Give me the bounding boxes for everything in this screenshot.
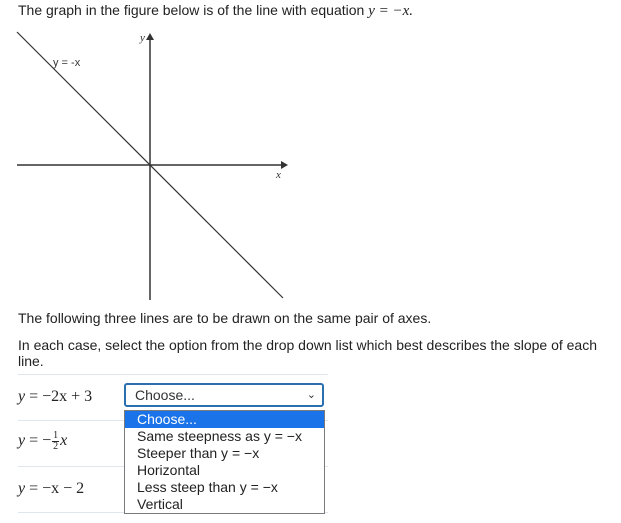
slope-select-1[interactable] [124, 383, 324, 407]
option-horizontal[interactable]: Horizontal [137, 462, 201, 478]
instruction-2: In each case, select the option from the drop down list which best describes the slope of each line. [18, 337, 597, 369]
y-axis-arrow [146, 33, 154, 40]
equation-2-suffix: x [60, 432, 68, 450]
y-axis-label: y [140, 32, 145, 44]
line-label: y = -x [53, 57, 81, 69]
equation-3-rhs: = −x − 2 [29, 480, 85, 497]
line-graph [15, 30, 290, 305]
equation-3 [18, 480, 84, 498]
fraction [52, 431, 59, 452]
equation-1-lhs: y [18, 388, 26, 405]
option-less-steep[interactable]: Less steep than y = −x [137, 479, 278, 495]
equation-2 [18, 431, 67, 452]
fraction-denominator: 2 [53, 441, 59, 452]
chevron-down-icon: ⌄ [306, 389, 316, 401]
intro-text [18, 2, 413, 20]
x-axis-arrow [281, 161, 288, 169]
intro-equation: y = −x. [368, 3, 414, 19]
equation-3-lhs: y [18, 480, 26, 497]
option-choose[interactable]: Choose... [125, 411, 324, 428]
slope-dropdown-list[interactable] [124, 410, 325, 514]
select-value: Choose... [135, 387, 195, 403]
equation-2-prefix: = − [29, 432, 52, 450]
fraction-numerator: 1 [53, 430, 59, 441]
equation-2-lhs: y [18, 432, 26, 450]
option-vertical[interactable]: Vertical [137, 496, 183, 512]
instruction-1: The following three lines are to be drawn on the same pair of axes. [18, 310, 432, 326]
x-axis-label: x [276, 169, 281, 181]
option-steeper[interactable]: Steeper than y = −x [137, 445, 260, 461]
equation-1 [18, 388, 92, 406]
equation-1-rhs: = −2x + 3 [29, 388, 93, 405]
intro-sentence: The graph in the figure below is of the line with equation [18, 2, 365, 18]
option-same-steepness[interactable]: Same steepness as y = −x [137, 428, 302, 444]
